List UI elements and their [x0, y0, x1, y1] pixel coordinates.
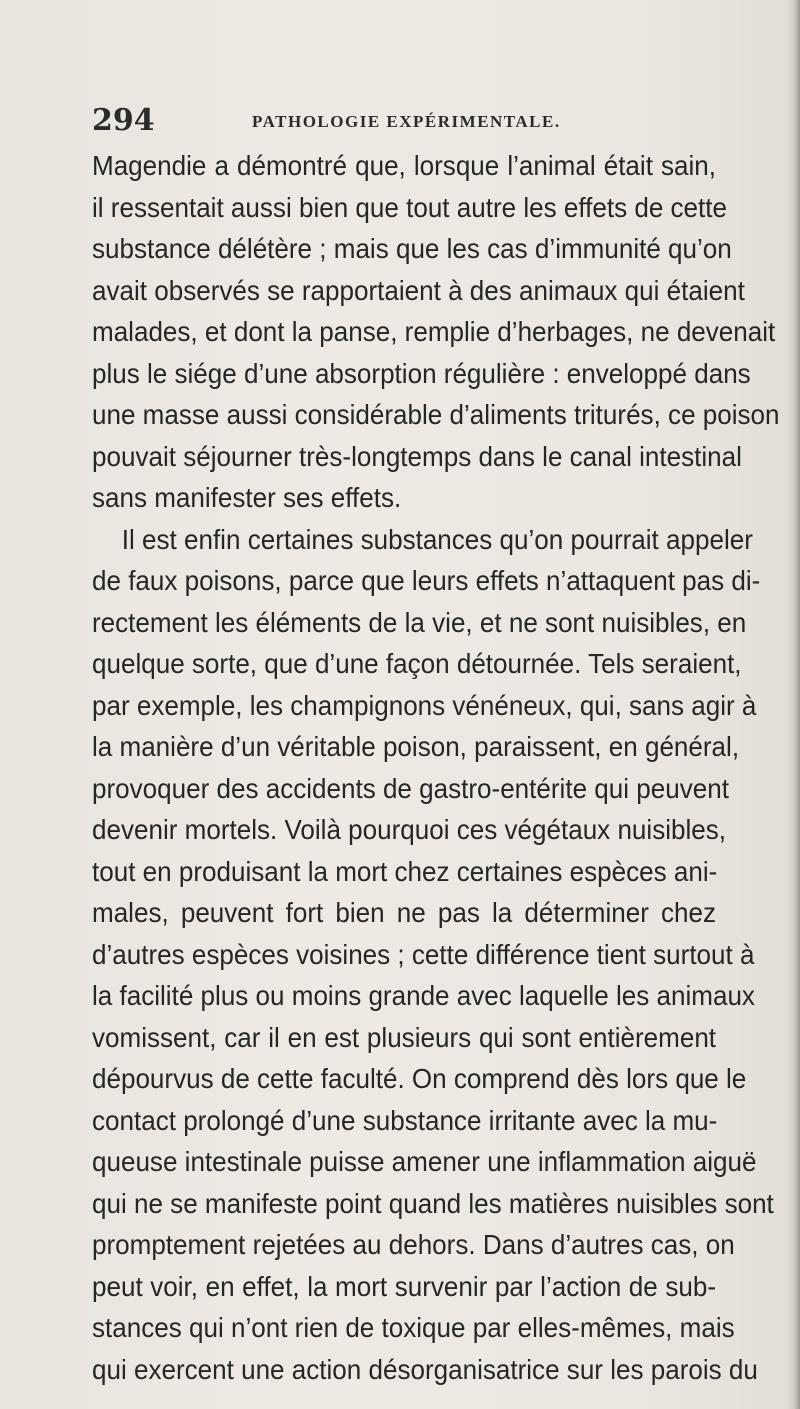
text-line: par exemple, les champignons vénéneux, qui, sans agir à [92, 689, 757, 721]
text-line: qui ne se manifeste point quand les matières nuisibles sont [92, 1187, 774, 1219]
page-number: 294 [92, 103, 155, 138]
text-line: de faux poisons, parce que leurs effets n’attaquent pas di- [92, 565, 761, 596]
running-head: PATHOLOGIE EXPÉRIMENTALE. [252, 112, 561, 131]
text-line: la facilité plus ou moins grande avec laquelle les animaux [92, 980, 755, 1011]
text-line: la manière d’un véritable poison, paraissent, en général, [92, 731, 740, 762]
text-line: queuse intestinale puisse amener une inflammation aiguë [92, 1146, 757, 1177]
body-text [92, 145, 780, 1390]
text-line: contact prolongé d’une substance irritante avec la mu- [92, 1104, 718, 1136]
text-line: promptement rejetées au dehors. Dans d’autres cas, on [92, 1229, 735, 1260]
text-line: qui exercent une action désorganisatrice sur les parois du [92, 1353, 758, 1385]
text-line: il ressentait aussi bien que tout autre les effets de cette [92, 191, 728, 223]
text-line: rectement les éléments de la vie, et ne sont nuisibles, en [92, 606, 747, 638]
text-line: quelque sorte, que d’une façon détournée. Tels seraient, [92, 648, 742, 679]
text-line: dépourvus de cette faculté. On comprend dès lors que le [92, 1063, 747, 1094]
text-line: malades, et dont la panse, remplie d’herbages, ne devenait [92, 316, 776, 347]
text-line: males, peuvent fort bien ne pas la déterminer chez [92, 897, 717, 928]
text-line: stances qui n’ont rien de toxique par elles-mêmes, mais [92, 1312, 735, 1343]
text-line: tout en produisant la mort chez certaines espèces ani- [92, 855, 718, 887]
text-line: sans manifester ses effets. [92, 482, 402, 513]
text-line: substance délétère ; mais que les cas d’immunité qu’on [92, 233, 732, 264]
text-line: plus le siége d’une absorption régulière : enveloppé dans [92, 357, 751, 389]
text-line: avait observés se rapportaient à des animaux qui étaient [92, 274, 745, 306]
page-header [92, 103, 712, 143]
text-line: d’autres espèces voisines ; cette différence tient surtout à [92, 938, 755, 970]
text-line: Magendie a démontré que, lorsque l’animal était sain, [92, 150, 717, 181]
page-edge-shadow [786, 0, 800, 1409]
text-line: peut voir, en effet, la mort survenir par l’action de sub- [92, 1270, 717, 1302]
text-line: une masse aussi considérable d’aliments triturés, ce poison [92, 399, 780, 430]
text-line: Il est enfin certaines substances qu’on pourrait appeler [121, 523, 753, 555]
text-line: provoquer des accidents de gastro-entérite qui peuvent [92, 772, 729, 804]
text-line: vomissent, car il en est plusieurs qui sont entièrement [92, 1021, 717, 1053]
text-line: pouvait séjourner très-longtemps dans le canal intestinal [92, 440, 742, 472]
text-line: devenir mortels. Voilà pourquoi ces végétaux nuisibles, [92, 814, 727, 845]
